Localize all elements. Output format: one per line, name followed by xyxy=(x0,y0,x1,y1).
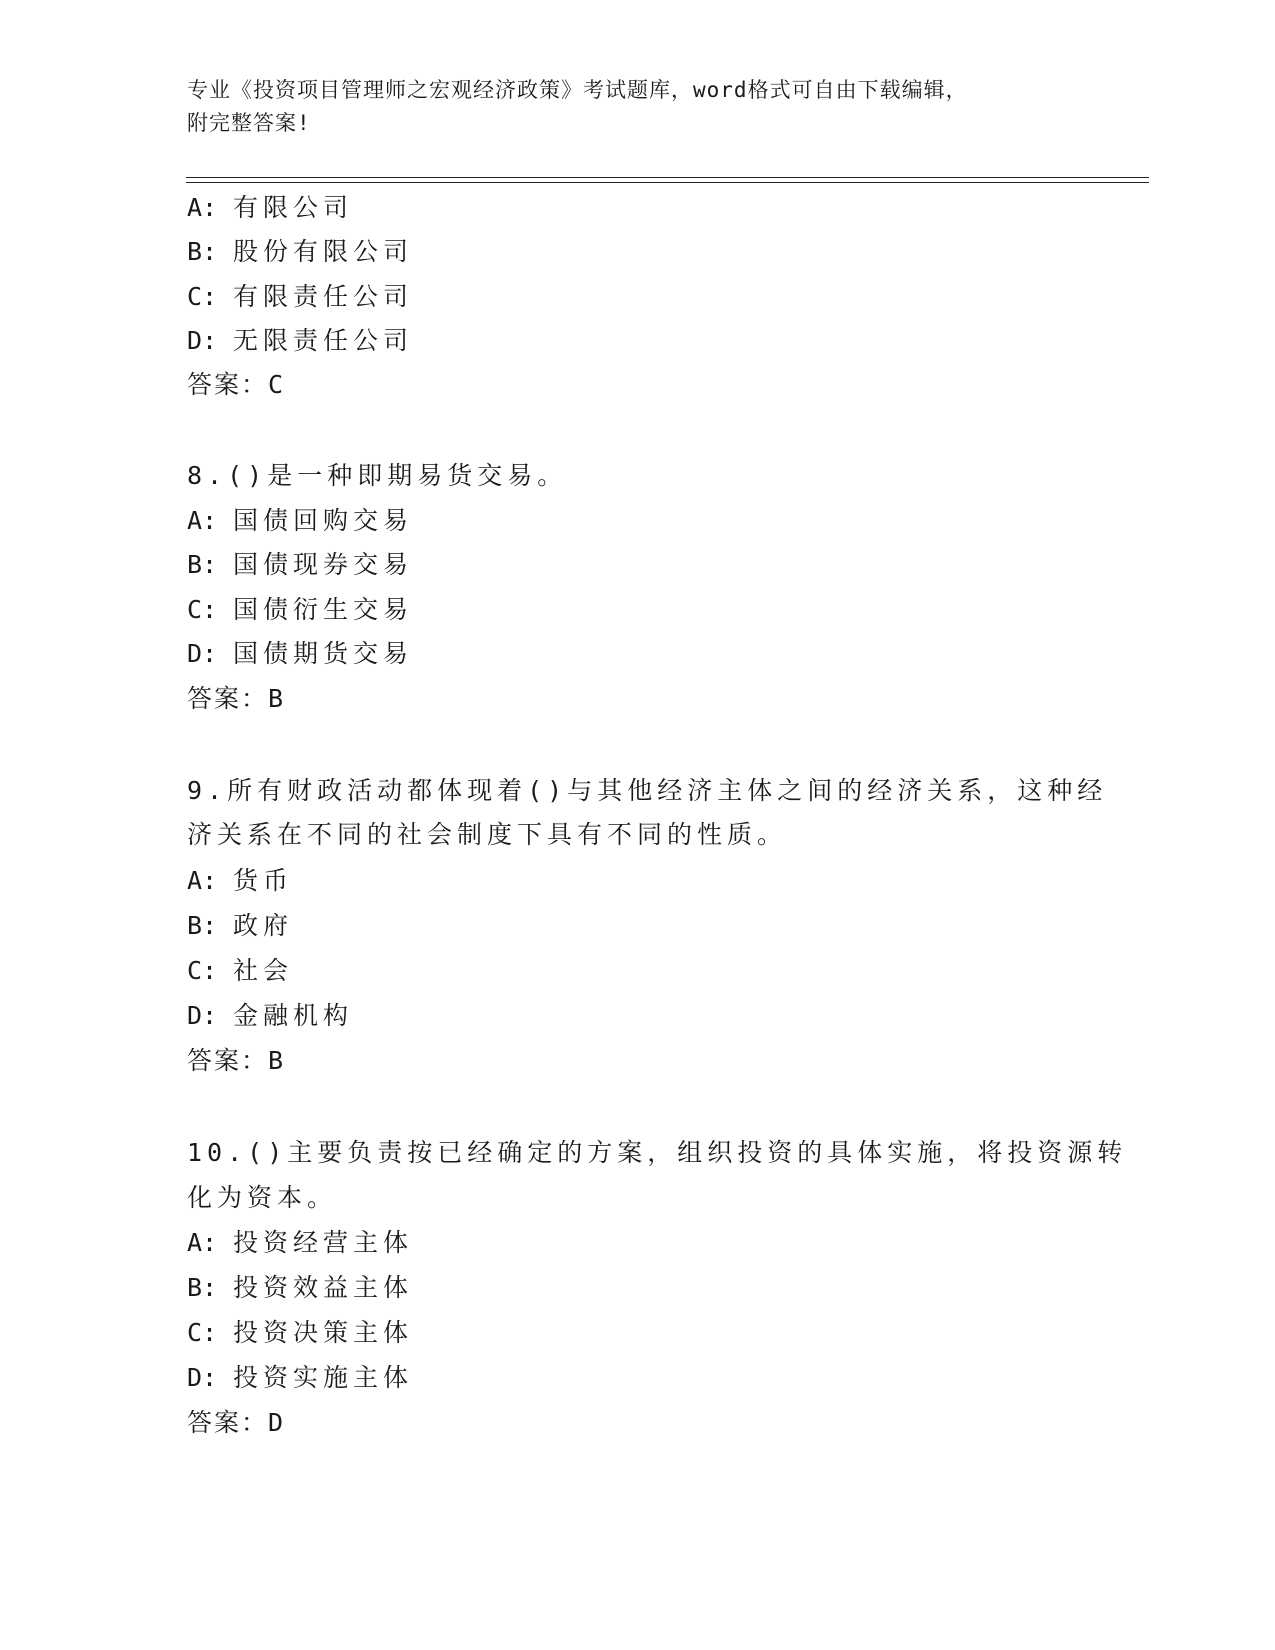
option-letter: A: xyxy=(187,1228,218,1257)
option-letter: D: xyxy=(187,1001,218,1030)
option-letter: C: xyxy=(187,595,218,624)
q8-option-c xyxy=(187,594,413,626)
q7-option-d xyxy=(187,325,413,357)
option-text: 国债回购交易 xyxy=(233,506,414,535)
option-text: 投资决策主体 xyxy=(233,1318,414,1347)
option-text: 国债衍生交易 xyxy=(233,595,414,624)
option-text: 货币 xyxy=(233,866,294,895)
option-letter: D: xyxy=(187,326,218,355)
q8-option-b xyxy=(187,549,413,581)
q10-option-c xyxy=(187,1317,413,1349)
document-header xyxy=(187,74,1067,140)
header-line-1: 专业《投资项目管理师之宏观经济政策》考试题库，word格式可自由下载编辑， xyxy=(187,78,968,102)
option-text: 股份有限公司 xyxy=(233,237,414,266)
q9-stem-line-1: 9.所有财政活动都体现着()与其他经济主体之间的经济关系，这种经 xyxy=(187,776,1108,805)
option-text: 有限公司 xyxy=(233,193,354,222)
q9-answer: 答案：B xyxy=(187,1046,286,1075)
option-letter: D: xyxy=(187,1363,218,1392)
q7-option-c xyxy=(187,281,413,313)
q7-answer: 答案：C xyxy=(187,370,286,399)
option-letter: B: xyxy=(187,1273,218,1302)
option-letter: C: xyxy=(187,1318,218,1347)
option-text: 投资实施主体 xyxy=(233,1363,414,1392)
option-text: 有限责任公司 xyxy=(233,282,414,311)
q9-option-d xyxy=(187,1000,353,1032)
q8-option-a xyxy=(187,505,413,537)
option-letter: C: xyxy=(187,956,218,985)
q10-stem-line-2: 化为资本。 xyxy=(187,1183,338,1212)
q10-answer: 答案：D xyxy=(187,1408,286,1437)
q8-stem: 8.()是一种即期易货交易。 xyxy=(187,461,568,490)
header-divider-top xyxy=(186,177,1149,178)
q9-option-c xyxy=(187,955,293,987)
option-text: 投资经营主体 xyxy=(233,1228,414,1257)
option-text: 金融机构 xyxy=(233,1001,354,1030)
option-text: 社会 xyxy=(233,956,294,985)
q10-stem-line-1: 10.()主要负责按已经确定的方案，组织投资的具体实施，将投资源转 xyxy=(187,1138,1128,1167)
option-letter: A: xyxy=(187,506,218,535)
q8-answer: 答案：B xyxy=(187,684,286,713)
option-letter: A: xyxy=(187,866,218,895)
option-letter: B: xyxy=(187,237,218,266)
option-letter: C: xyxy=(187,282,218,311)
option-letter: A: xyxy=(187,193,218,222)
option-text: 国债期货交易 xyxy=(233,639,414,668)
option-letter: D: xyxy=(187,639,218,668)
option-text: 无限责任公司 xyxy=(233,326,414,355)
header-line-2: 附完整答案! xyxy=(187,111,311,135)
q9-stem-line-2: 济关系在不同的社会制度下具有不同的性质。 xyxy=(187,820,788,849)
q9-option-a xyxy=(187,865,293,897)
option-letter: B: xyxy=(187,550,218,579)
q10-option-a xyxy=(187,1227,413,1259)
q7-option-b xyxy=(187,236,413,268)
q10-option-d xyxy=(187,1362,413,1394)
q10-option-b xyxy=(187,1272,413,1304)
q9-option-b xyxy=(187,910,293,942)
option-text: 国债现券交易 xyxy=(233,550,414,579)
option-text: 投资效益主体 xyxy=(233,1273,414,1302)
q8-option-d xyxy=(187,638,413,670)
header-divider-bottom xyxy=(186,182,1149,183)
q7-option-a xyxy=(187,192,353,224)
option-letter: B: xyxy=(187,911,218,940)
option-text: 政府 xyxy=(233,911,294,940)
